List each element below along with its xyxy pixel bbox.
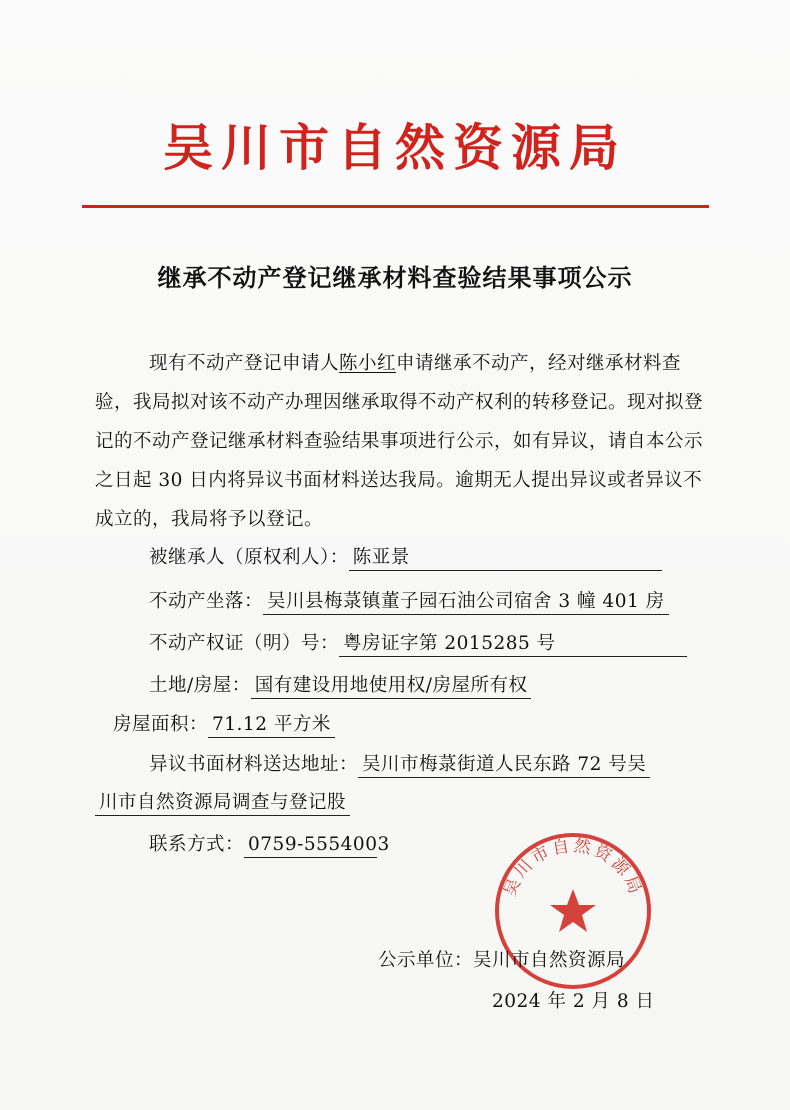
issue-date: 2024 年 2 月 8 日 [492, 991, 655, 1012]
location-row [149, 589, 669, 615]
area-label: 房屋面积： [113, 714, 209, 735]
objection-address-value-line2: 川市自然资源局调查与登记股 [95, 791, 350, 816]
decedent-row [149, 545, 662, 571]
location-value: 吴川县梅菉镇董子园石油公司宿舍 3 幢 401 房 [263, 590, 669, 615]
land-house-value: 国有建设用地使用权/房屋所有权 [251, 674, 532, 699]
decedent-value: 陈亚景 [349, 546, 662, 571]
issuing-unit: 公示单位：吴川市自然资源局 [378, 950, 626, 971]
contact-value: 0759-5554003 [244, 833, 377, 858]
body-paragraph [95, 344, 705, 539]
certificate-value: 粤房证字第 2015285 号 [339, 632, 687, 657]
org-letterhead: 吴川市自然资源局 [163, 119, 627, 177]
document-title: 继承不动产登记继承材料查验结果事项公示 [157, 264, 633, 292]
objection-address-value-line1: 吴川市梅菉街道人民东路 72 号吴 [358, 753, 650, 778]
seal-text: 吴川市自然资源局 [500, 836, 646, 900]
location-label: 不动产坐落： [149, 591, 264, 612]
objection-address-row [149, 752, 650, 778]
decedent-label: 被继承人（原权利人）： [149, 547, 349, 568]
body-text-part2: 申请继承不动产，经对继承材料查验，我局拟对该不动产办理因继承取得不动产权利的转移登记。现对拟登记的不动产登记继承材料查验结果事项进行公示，如有异议，请自本公示之日起 30 日内将异议书面材料送达我局。逾期无人提出异议或者异议不成立的，我局将予以登记。 [95, 353, 704, 530]
contact-row [149, 832, 390, 858]
land-house-label: 土地/房屋： [149, 675, 251, 696]
contact-label: 联系方式： [149, 834, 245, 855]
seal-star-icon [550, 889, 596, 932]
body-text-part1: 现有不动产登记申请人 [149, 353, 340, 374]
land-house-row [149, 673, 531, 699]
objection-address-row-continued [95, 790, 350, 816]
applicant-name: 陈小红 [339, 353, 397, 374]
objection-address-label: 异议书面材料送达地址： [149, 754, 359, 775]
certificate-label: 不动产权证（明）号： [149, 633, 340, 654]
area-row [113, 712, 335, 738]
certificate-row [149, 631, 687, 657]
letterhead-divider [82, 205, 709, 208]
area-value: 71.12 平方米 [208, 713, 335, 738]
